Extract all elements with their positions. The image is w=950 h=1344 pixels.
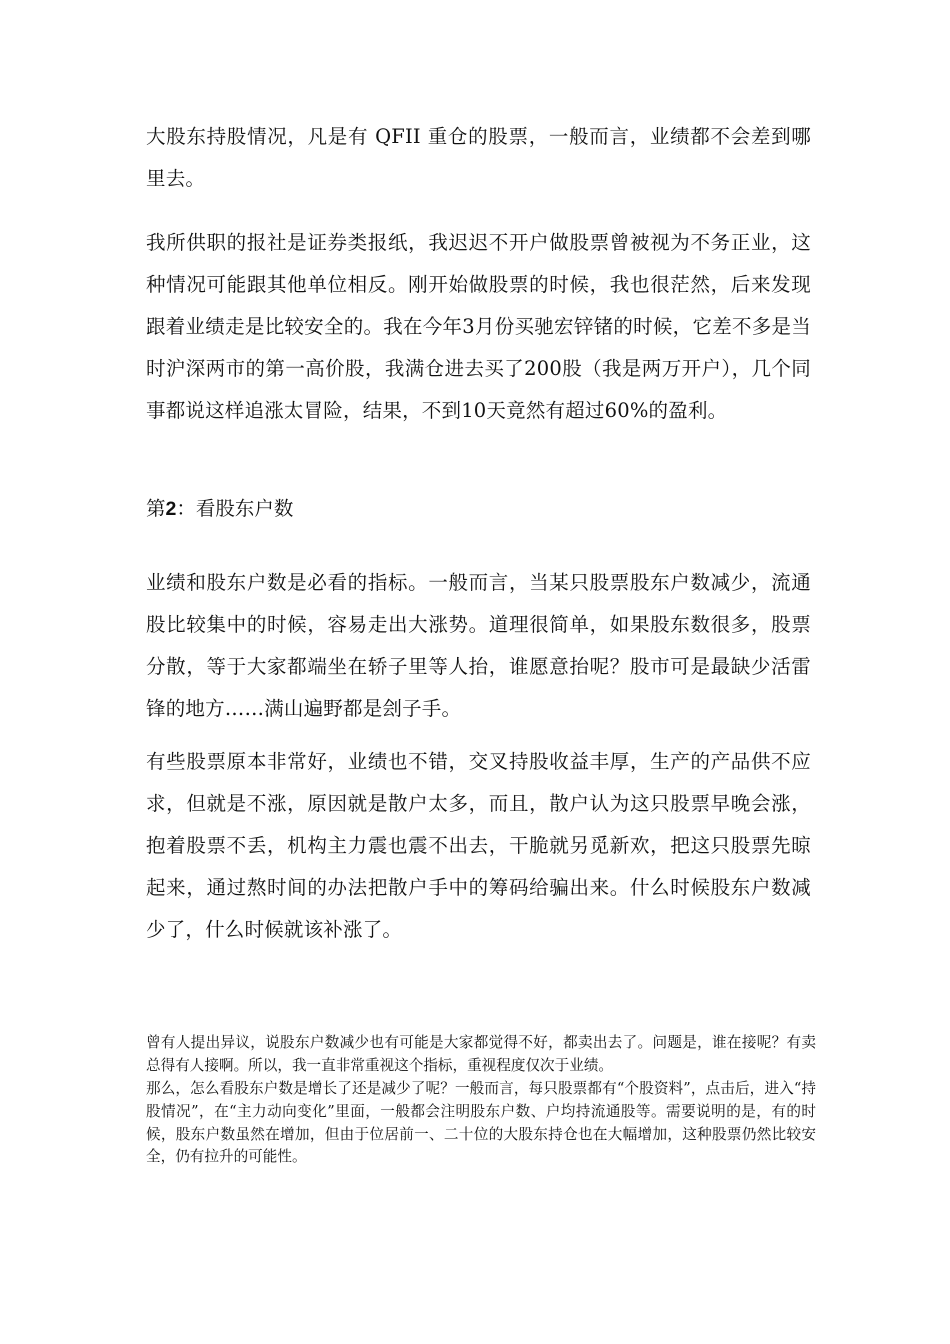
- paragraph-qfii: 大股东持股情况，凡是有 QFII 重仓的股票，一般而言，业绩都不会差到哪里去。: [146, 125, 811, 190]
- paragraph-shareholder-count: 业绩和股东户数是必看的指标。一般而言，当某只股票股东户数减少，流通股比较集中的时候，容易走出大涨势。道理很简单，如果股东数很多，股票分散，等于大家都端坐在轿子里等人抬，谁愿意抬呢？股市可是最缺少活雷锋的地方……满山遍野都是刽子手。: [146, 571, 811, 720]
- paragraph-personal-experience: 我所供职的报社是证券类报纸，我迟迟不开户做股票曾被视为不务正业，这种情况可能跟其他单位相反。刚开始做股票的时候，我也很茫然，后来发现跟着业绩走是比较安全的。我在今年3月份买驰宏锌锗的时候，它差不多是当时沪深两市的第一高价股，我满仓进去买了200股（我是两万开户），几个同事都说这样追涨太冒险，结果，不到10天竟然有超过60%的盈利。: [146, 231, 811, 422]
- heading-prefix: 第: [146, 497, 166, 520]
- heading-title: ：看股东户数: [176, 497, 294, 520]
- paragraph-objection: 曾有人提出异议，说股东户数减少也有可能是大家都觉得不好，都卖出去了。问题是，谁在接呢？有卖总得有人接啊。所以，我一直非常重视这个指标，重视程度仅次于业绩。: [146, 1034, 816, 1074]
- section-heading: [146, 488, 811, 530]
- paragraph-retail-investors: 有些股票原本非常好，业绩也不错，交叉持股收益丰厚，生产的产品供不应求，但就是不涨，原因就是散户太多，而且，散户认为这只股票早晚会涨，抱着股票不丢，机构主力震也震不出去，干脆就另觅新欢，把这只股票先晾起来，通过熬时间的办法把散户手中的筹码给骗出来。什么时候股东户数减少了，什么时候就该补涨了。: [146, 750, 811, 941]
- paragraph-how-to-check: 那么，怎么看股东户数是增长了还是减少了呢？一般而言，每只股票都有“个股资料”，点击后，进入“持股情况”，在“主力动向变化”里面，一般都会注明股东户数、户均持流通股等。需要说明的是，有的时候，股东户数虽然在增加，但由于位居前一、二十位的大股东持仓也在大幅增加，这种股票仍然比较安全，仍有拉升的可能性。: [146, 1080, 816, 1166]
- heading-number: 2: [165, 498, 177, 520]
